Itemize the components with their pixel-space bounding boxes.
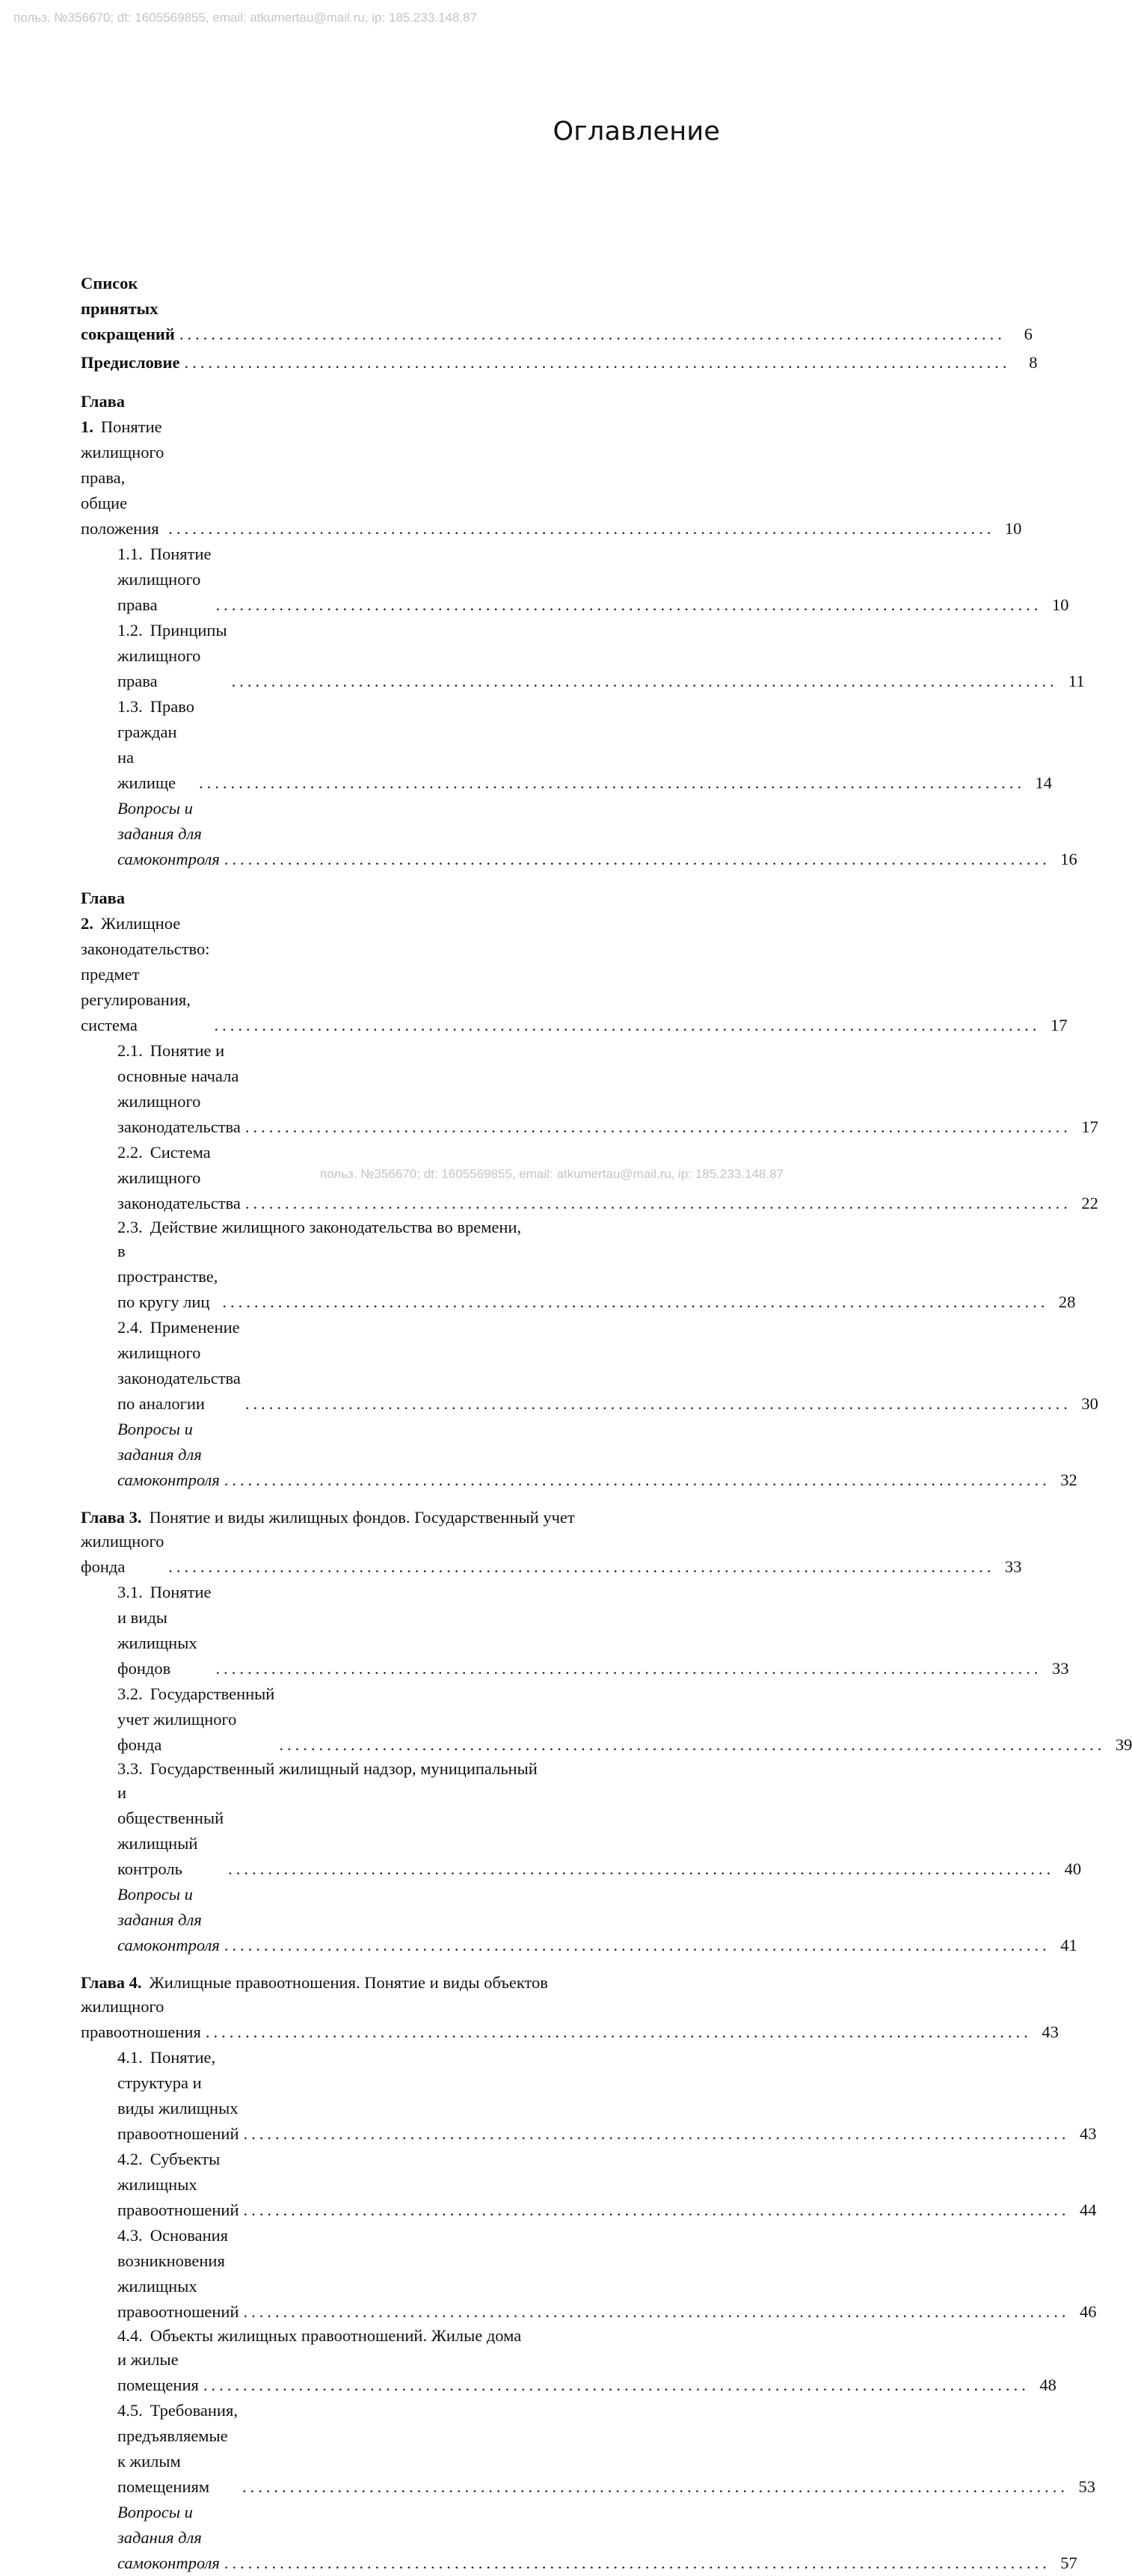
section-number: 2.2. [117, 1143, 143, 1162]
toc-section-4-2[interactable] [81, 2147, 1097, 2223]
toc-entry-label-line2: и жилые помещения [117, 2350, 199, 2394]
section-number: 3.1. [117, 1583, 143, 1601]
table-of-contents [81, 271, 1132, 2576]
chapter-number: Глава 3. [81, 1508, 142, 1527]
section-number: 1.1. [117, 545, 143, 563]
toc-entry-label-line2: в пространстве, по кругу лиц [117, 1242, 218, 1311]
toc-entry-label: Список принятых сокращений [81, 274, 175, 343]
toc-section-3-3[interactable] [81, 1758, 1082, 1882]
toc-section-2-1[interactable] [81, 1038, 1098, 1140]
toc-page-number: 43 [1042, 2023, 1059, 2041]
toc-entry-label-line1: Объекты жилищных правоотношений. Жилые дома [150, 2326, 522, 2345]
dot-leader: ........................................................................................................ [244, 1394, 1071, 1413]
dot-leader: ........................................................................................................ [243, 2124, 1070, 2143]
dot-leader: ........................................................................................................ [224, 2554, 1051, 2572]
dot-leader: ........................................................................................................ [244, 1194, 1071, 1212]
toc-questions-4[interactable] [81, 2500, 1077, 2576]
toc-page-number: 41 [1060, 1936, 1077, 1954]
page-title: Оглавление [553, 117, 720, 147]
dot-leader: ........................................................................................................ [243, 2201, 1070, 2219]
toc-page-number: 11 [1068, 672, 1085, 690]
dot-leader: ........................................................................................................ [215, 595, 1042, 614]
dot-leader: ........................................................................................................ [214, 1016, 1041, 1034]
toc-section-1-3[interactable] [81, 694, 1052, 796]
section-number: 4.5. [117, 2401, 143, 2420]
toc-section-1-2[interactable] [81, 618, 1085, 694]
chapter-number: Глава 4. [81, 1973, 142, 1992]
toc-entry-label: Субъекты жилищных правоотношений [117, 2150, 239, 2219]
dot-leader: ........................................................................................................ [228, 1859, 1055, 1878]
toc-entry-label: Предисловие [81, 353, 180, 372]
toc-section-3-1[interactable] [81, 1580, 1069, 1681]
toc-page-number: 17 [1081, 1117, 1098, 1136]
toc-entry-label: Принципы жилищного права [117, 621, 227, 690]
toc-entry-label-line2: жилищного правоотношения [81, 1997, 201, 2041]
toc-section-2-3[interactable] [81, 1216, 1076, 1315]
section-number: 4.2. [117, 2150, 143, 2168]
toc-page-number: 46 [1080, 2302, 1097, 2321]
toc-page-number: 33 [1004, 1557, 1022, 1576]
toc-entry-label-line1: Жилищные правоотношения. Понятие и виды объектов [149, 1973, 548, 1992]
section-number: 4.4. [117, 2326, 143, 2345]
toc-entry-label-line1: Действие жилищного законодательства во времени, [150, 1218, 522, 1236]
toc-questions-3[interactable] [81, 1882, 1077, 1958]
toc-chapter-3[interactable] [81, 1506, 1022, 1580]
toc-page-number: 53 [1078, 2477, 1095, 2496]
toc-page-number: 8 [1029, 353, 1038, 372]
toc-page-number: 30 [1081, 1394, 1098, 1413]
dot-leader: ........................................................................................................ [179, 325, 1006, 343]
section-number: 2.1. [117, 1041, 143, 1060]
section-number: 1.3. [117, 697, 143, 716]
toc-entry-label: Требования, предъявляемые к жилым помещениям [117, 2401, 238, 2496]
toc-entry-label: Вопросы и задания для самоконтроля [117, 799, 220, 868]
toc-page-number: 32 [1060, 1471, 1077, 1489]
toc-page-number: 39 [1115, 1735, 1132, 1754]
toc-page-number: 22 [1081, 1194, 1098, 1212]
dot-leader: ........................................................................................................ [198, 773, 1025, 792]
toc-page-number: 57 [1060, 2554, 1077, 2572]
toc-page-number: 16 [1060, 850, 1077, 868]
section-number: 4.1. [117, 2048, 143, 2067]
dot-leader: ........................................................................................................ [224, 850, 1051, 868]
toc-questions-2[interactable] [81, 1417, 1077, 1493]
toc-entry-label: Вопросы и задания для самоконтроля [117, 2503, 220, 2572]
toc-entry-abbreviations[interactable] [81, 271, 1033, 347]
toc-entry-label: Вопросы и задания для самоконтроля [117, 1885, 220, 1954]
toc-entry-label: Основания возникновения жилищных правоотношений [117, 2226, 239, 2321]
toc-questions-1[interactable] [81, 796, 1077, 872]
toc-page-number: 43 [1080, 2124, 1097, 2143]
section-number: 2.3. [117, 1218, 143, 1236]
toc-page-number: 33 [1052, 1659, 1069, 1678]
toc-page-number: 10 [1004, 519, 1022, 538]
toc-page-number: 44 [1080, 2201, 1097, 2219]
section-number: 4.3. [117, 2226, 143, 2245]
section-number: 3.3. [117, 1759, 143, 1778]
section-number: 3.2. [117, 1684, 143, 1703]
toc-entry-label-line1: Государственный жилищный надзор, муниципальный [150, 1759, 538, 1778]
toc-entry-label-line1: Понятие и виды жилищных фондов. Государственный учет [149, 1508, 575, 1527]
toc-entry-label: Государственный учет жилищного фонда [117, 1684, 275, 1754]
toc-chapter-2[interactable] [81, 886, 1068, 1038]
dot-leader: ........................................................................................................ [168, 1557, 995, 1576]
toc-entry-preface[interactable] [81, 350, 1038, 375]
dot-leader: ........................................................................................................ [203, 2376, 1030, 2394]
dot-leader: ........................................................................................................ [168, 519, 995, 538]
dot-leader: ........................................................................................................ [215, 1659, 1042, 1678]
dot-leader: ........................................................................................................ [231, 672, 1058, 690]
toc-section-4-1[interactable] [81, 2045, 1097, 2147]
toc-page-number: 40 [1064, 1859, 1082, 1878]
toc-entry-label-line2: жилищного фонда [81, 1532, 164, 1576]
dot-leader: ........................................................................................................ [243, 2302, 1070, 2321]
toc-section-4-4[interactable] [81, 2325, 1056, 2398]
toc-section-2-4[interactable] [81, 1315, 1098, 1417]
toc-page-number: 14 [1035, 773, 1052, 792]
section-number: 2.4. [117, 1318, 143, 1337]
dot-leader: ........................................................................................................ [224, 1471, 1051, 1489]
dot-leader: ........................................................................................................ [244, 1117, 1071, 1136]
dot-leader: ........................................................................................................ [222, 1292, 1049, 1311]
watermark-bottom: польз. №356670; dt: 1605569855, email: atkumertau@mail.ru, ip: 185.233.148.87 [319, 1167, 784, 1181]
dot-leader: ........................................................................................................ [205, 2023, 1032, 2041]
toc-entry-label: Понятие и виды жилищных фондов [117, 1583, 212, 1678]
dot-leader: ........................................................................................................ [224, 1936, 1051, 1954]
toc-entry-label: Жилищное законодательство: предмет регулирования, система [81, 914, 210, 1034]
toc-page-number: 28 [1058, 1292, 1076, 1311]
toc-entry-label: Понятие, структура и виды жилищных правоотношений [117, 2048, 239, 2143]
watermark-top: польз. №356670; dt: 1605569855, email: atkumertau@mail.ru, ip: 185.233.148.87 [13, 10, 478, 25]
toc-entry-label: Понятие жилищного права, общие положения [81, 417, 164, 538]
section-number: 1.2. [117, 621, 143, 640]
toc-section-4-5[interactable] [81, 2398, 1095, 2500]
toc-entry-label: Применение жилищного законодательства по аналогии [117, 1318, 241, 1413]
toc-entry-label: Понятие жилищного права [117, 545, 212, 614]
toc-entry-label-line2: и общественный жилищный контроль [117, 1783, 224, 1878]
toc-section-3-2[interactable] [81, 1681, 1132, 1758]
toc-entry-label: Понятие и основные начала жилищного законодательства [117, 1041, 241, 1136]
toc-entry-label: Вопросы и задания для самоконтроля [117, 1420, 220, 1489]
chapter-number: Глава 1. [81, 392, 126, 436]
toc-page-number: 6 [1024, 325, 1033, 343]
dot-leader: ........................................................................................................ [242, 2477, 1068, 2496]
chapter-number: Глава 2. [81, 889, 126, 933]
dot-leader: ........................................................................................................ [184, 353, 1011, 372]
toc-entry-label: Право граждан на жилище [117, 697, 194, 792]
toc-chapter-1[interactable] [81, 389, 1022, 542]
toc-chapter-4[interactable] [81, 1972, 1059, 2045]
toc-page-number: 10 [1052, 595, 1069, 614]
toc-page-number: 17 [1051, 1016, 1068, 1034]
toc-page-number: 48 [1039, 2376, 1056, 2394]
dot-leader: ........................................................................................................ [279, 1735, 1106, 1754]
toc-entry-label: Система жилищного законодательства [117, 1143, 241, 1212]
toc-section-4-3[interactable] [81, 2223, 1097, 2325]
toc-section-1-1[interactable] [81, 542, 1069, 618]
